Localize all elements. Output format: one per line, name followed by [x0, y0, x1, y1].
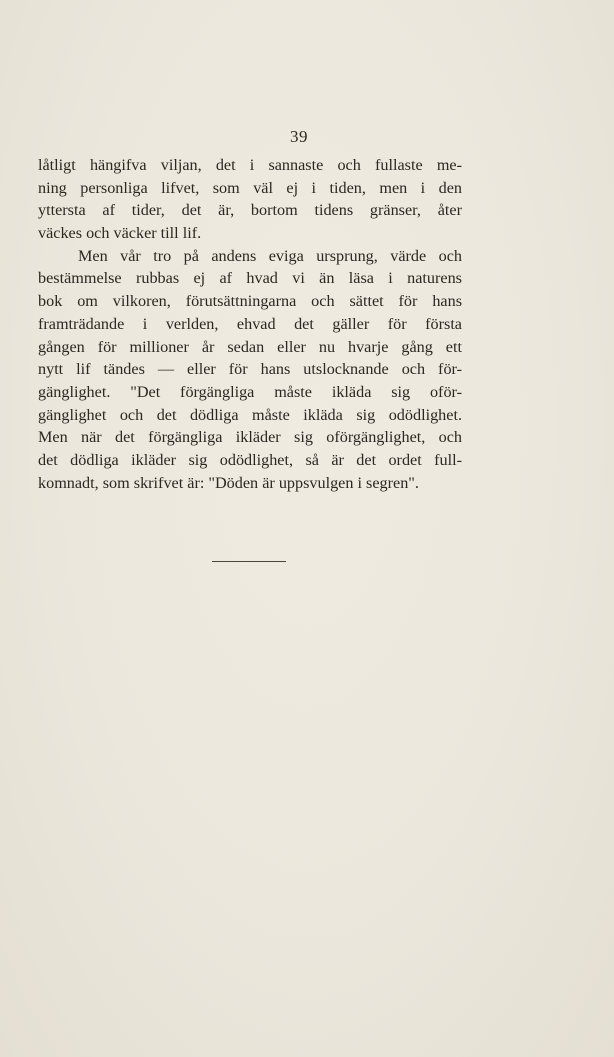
body-text [38, 154, 462, 494]
text-line: yttersta af tider, det är, bortom tidens gränser, åter [38, 201, 462, 220]
text-line: gänglighet och det dödliga måste ikläda sig odödlighet. [38, 405, 462, 424]
page-number: 39 [290, 127, 308, 146]
text-line: nytt lif tändes — eller för hans utslocknande och för- [38, 360, 462, 379]
text-line: bok om vilkoren, förutsättningarna och sättet för hans [38, 292, 462, 311]
text-line: bestämmelse rubbas ej af hvad vi än läsa i naturens [38, 269, 462, 288]
text-line: Men vår tro på andens eviga ursprung, värde och [78, 246, 462, 265]
text-line: det dödliga ikläder sig odödlighet, så är det ordet full- [38, 450, 462, 469]
text-line: framträdande i verlden, ehvad det gäller för första [38, 314, 462, 333]
text-line: väckes och väcker till lif. [38, 224, 202, 243]
text-line: låtligt hängifva viljan, det i sannaste och fullaste me- [38, 156, 462, 174]
text-line: ning personliga lifvet, som väl ej i tiden, men i den [38, 178, 462, 197]
text-line: komnadt, som skrifvet är: "Döden är uppsvulgen i segren". [38, 473, 419, 492]
text-line: gänglighet. "Det förgängliga måste ikläda sig oför- [38, 382, 462, 401]
text-line: Men när det förgängliga ikläder sig oförgänglighet, och [38, 428, 462, 447]
section-divider [212, 561, 286, 562]
text-line: gången för millioner år sedan eller nu hvarje gång ett [38, 337, 462, 356]
